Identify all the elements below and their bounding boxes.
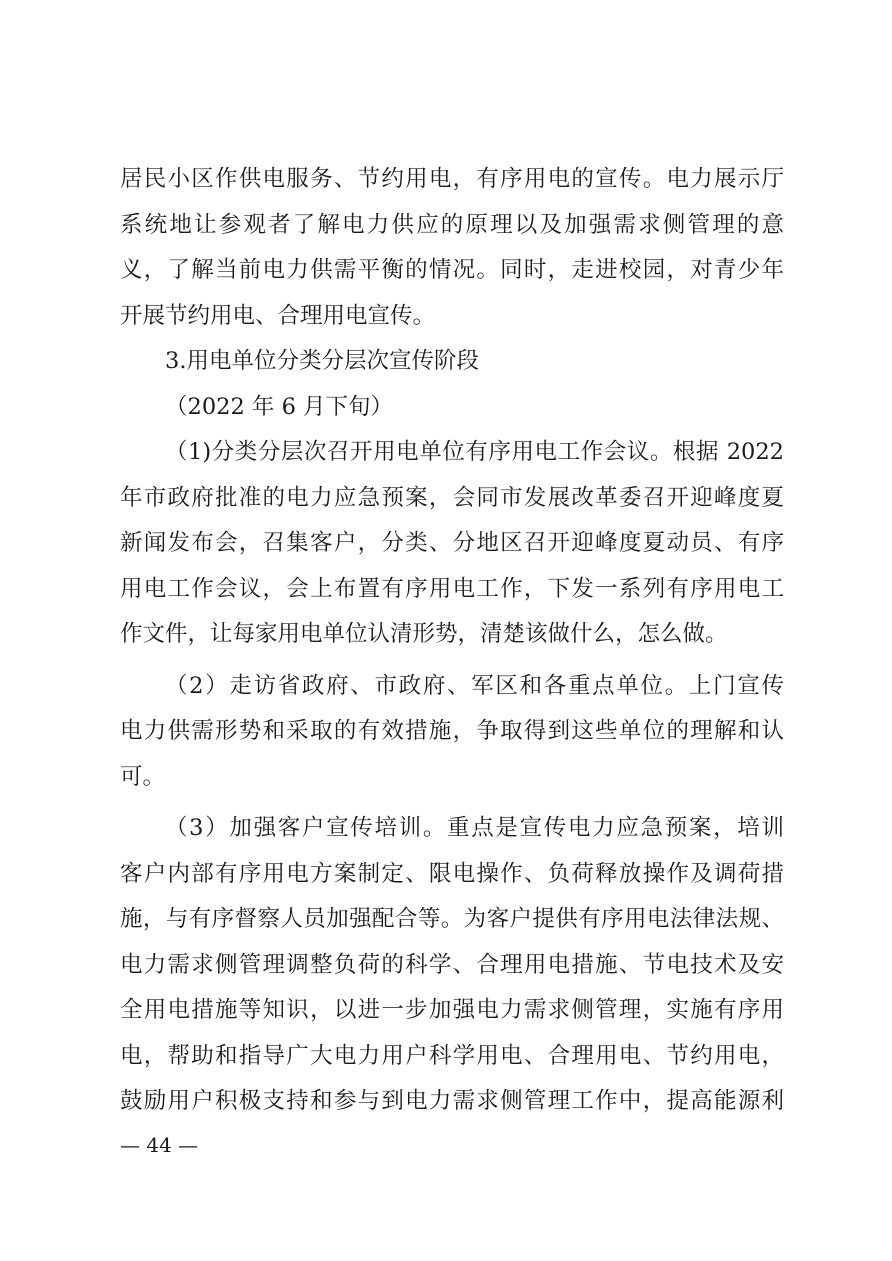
text-line: 新闻发布会，召集客户，分类、分地区召开迎峰度夏动员、有序: [120, 530, 784, 556]
page-number: — 44 —: [120, 1133, 199, 1157]
section-date-text: （2022 年 6 月下旬）: [165, 393, 394, 420]
text-line: （3）加强客户宣传培训。重点是宣传电力应急预案，培训: [165, 815, 784, 841]
body-text: [120, 157, 784, 1125]
text-line: 可。: [120, 763, 166, 790]
section-heading-text: 3.用电单位分类分层次宣传阶段: [165, 348, 479, 374]
text-line: 义，了解当前电力供需平衡的情况。同时，走进校园，对青少年: [120, 257, 784, 283]
text-line: 电力需求侧管理调整负荷的科学、合理用电措施、节电技术及安: [120, 951, 784, 978]
text-line: 用电工作会议，会上布置有序用电工作，下发一系列有序用电工: [120, 575, 784, 602]
paragraph-item-1: [120, 430, 784, 658]
paragraph-item-2: [120, 664, 784, 801]
text-line: 客户内部有序用电方案制定、限电操作、负荷释放操作及调荷措: [120, 860, 784, 887]
text-line: 年市政府批准的电力应急预案，会同市发展改革委召开迎峰度夏: [120, 484, 784, 511]
text-line: 作文件，让每家用电单位认清形势，清楚该做什么，怎么做。: [120, 621, 728, 647]
section-date: [120, 385, 784, 431]
section-heading: [120, 339, 784, 385]
paragraph-item-3: [120, 806, 784, 1125]
text-line: 鼓励用户积极支持和参与到电力需求侧管理工作中，提高能源利: [120, 1088, 784, 1114]
text-line: 电力供需形势和采取的有效措施，争取得到这些单位的理解和认: [120, 718, 784, 744]
text-line: 居民小区作供电服务、节约用电，有序用电的宣传。电力展示厅: [120, 166, 784, 192]
text-line: （2）走访省政府、市政府、军区和各重点单位。上门宣传: [165, 672, 784, 699]
text-line: 电，帮助和指导广大电力用户科学用电、合理用电、节约用电，: [120, 1042, 784, 1069]
paragraph-publicity-residential: [120, 157, 784, 339]
text-line: 系统地让参观者了解电力供应的原理以及加强需求侧管理的意: [120, 211, 784, 238]
text-line: 开展节约用电、合理用电宣传。: [120, 302, 436, 329]
text-line: （1)分类分层次召开用电单位有序用电工作会议。根据 2022: [165, 439, 784, 465]
text-line: 施，与有序督察人员加强配合等。为客户提供有序用电法律法规、: [120, 906, 784, 932]
text-line: 全用电措施等知识，以进一步加强电力需求侧管理，实施有序用: [120, 997, 784, 1023]
